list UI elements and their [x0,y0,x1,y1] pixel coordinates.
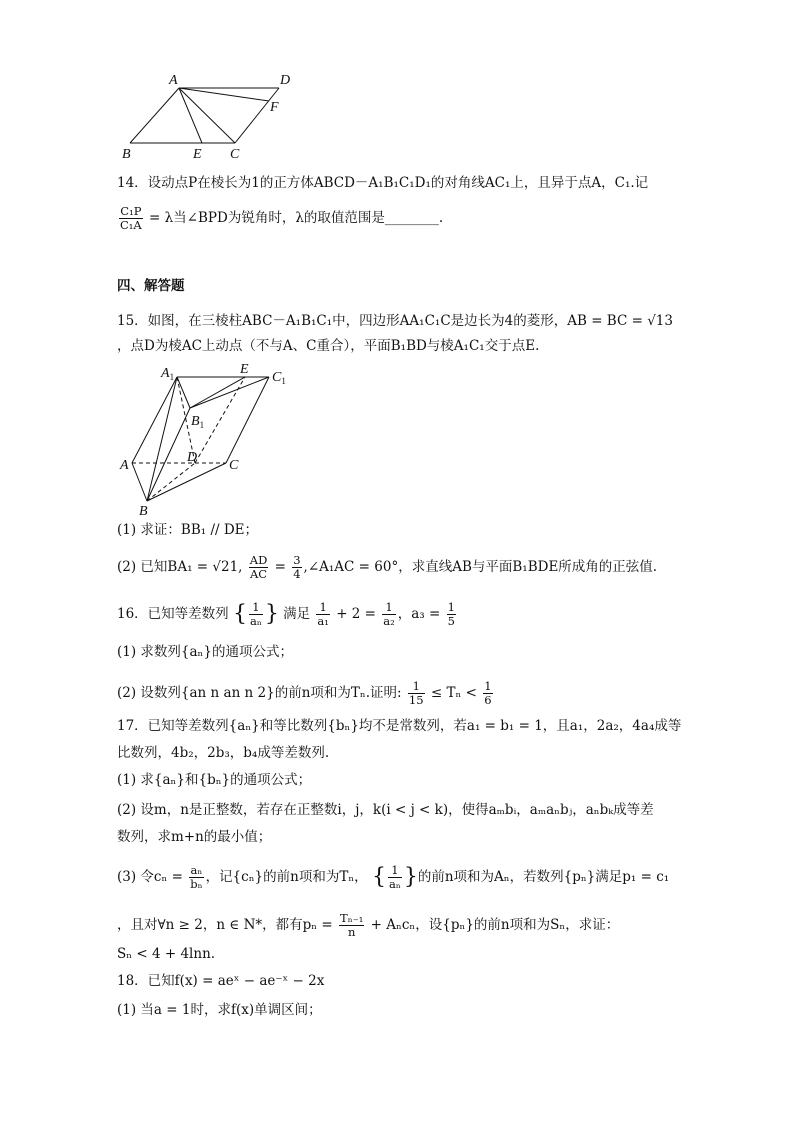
q15-part2-frac-num: AD [249,553,268,567]
q14-line2 [117,205,443,232]
q16-p2-frac2-den: 6 [484,693,492,707]
q13-label-a: A [169,73,178,88]
q17-part2-l2: 数列，求m+n的最小值； [117,829,272,845]
q16-frac3-den: 5 [447,614,455,628]
section-title: 四、解答题 [117,278,185,294]
q16-p2-frac2-num: 1 [484,679,492,693]
q15-label-c: C [229,458,239,473]
q15-label-c1: $C_1$ [272,370,286,386]
q17-p3-frac2-den: n [348,925,356,939]
q15-edge-ab [132,463,147,501]
q15-label-b: B [139,504,148,518]
q15-figure [117,358,297,518]
q16-p2-mid: ≤ Tₙ < [430,685,477,701]
q17-part3 [117,864,669,891]
q15-edge-ba1 [147,377,177,501]
q16-brace-open: { [232,601,247,627]
q16-p2-frac1 [408,680,425,707]
q16-a3: ，a₃ = [397,606,441,622]
q17-part3-l2-a: ，且对∀n ≥ 2，n ∈ N*，都有pₙ = [117,917,333,933]
q17-p3-frac2-num: Tₙ₋₁ [340,911,364,925]
q16-frac3-num: 1 [447,600,455,614]
q15-label-d: D [187,450,198,465]
q16-frac2 [382,601,395,628]
q15-line2: ，点D为棱AC上动点（不与A、C重合），平面B₁BD与棱A₁C₁交于点E. [117,338,540,354]
q16-brace-frac [249,601,263,628]
q13-label-b: B [122,147,131,162]
q16-frac1-num: 1 [316,601,329,615]
q17-part3-l2 [117,912,619,939]
q16-p2-frac2 [483,680,492,707]
q15-part2-frac2-den: 4 [293,567,301,581]
q14-fraction [119,205,143,232]
q17-p3-frac [189,864,203,891]
q15-label-b1: $B_1$ [191,414,205,430]
q13-line-ae [179,88,202,143]
q13-figure [117,68,317,166]
q16-plus2: + 2 = [336,606,376,622]
q15-label-a: A [120,458,129,473]
q15-label-e: E [240,362,249,377]
q16-part1: (1) 求数列{aₙ}的通项公式； [117,644,293,660]
q16-part2-a: (2) 设数列{an n an n 2}的前n项和为Tₙ.证明: [117,685,402,701]
q17-p3-frac-den: bₙ [190,877,203,891]
q13-line-ac [179,88,235,143]
q17-brace-open: { [371,864,386,890]
q16-frac3 [447,601,456,628]
q17-part2-l1: (2) 设m，n是正整数，若存在正整数i，j，k(i < j < k)，使得aₘbᵢ，aₘaₙbⱼ，aₙbₖ成等差 [117,802,654,818]
q15-edge-a1b1 [177,377,190,408]
q15-part2-eq: = [274,559,286,575]
q13-label-d: D [280,73,291,88]
q17-brace-frac [388,864,402,891]
q16-line1 [117,601,458,628]
q17-line1: 17．已知等差数列{aₙ}和等比数列{bₙ}均不是常数列，若a₁ = b₁ = 1，且a₁，2a₂，4a₄成等 [117,718,682,734]
q16-p2-frac1-den: 15 [408,693,424,707]
q17-part3-a: (3) 令cₙ = [117,869,183,885]
q17-part1: (1) 求{aₙ}和{bₙ}的通项公式； [117,772,312,788]
q17-part3-c: 的前n项和为Aₙ，若数列{pₙ}满足p₁ = c₁ [417,869,670,885]
q15-edge-b1c1 [190,377,269,408]
q16-frac2-den: a₂ [383,614,395,628]
q15-part1: (1) 求证：BB₁ // DE； [117,522,259,538]
q15-line1: 15．如图，在三棱柱ABC－A₁B₁C₁中，四边形AA₁C₁C是边长为4的菱形，AB = BC = √13 [117,313,673,329]
q16-brace-close: } [264,601,279,627]
q15-edge-bc [147,463,226,501]
q14-line2-tail: = λ当∠BPD为锐角时，λ的取值范围是________. [149,210,444,226]
q18-line1: 18．已知f(x) = aeˣ − ae⁻ˣ − 2x [117,973,325,989]
q17-brace-close: } [403,864,418,890]
q16-frac1-den: a₁ [317,614,329,628]
q13-label-e: E [193,147,202,162]
q16-brace-num: 1 [249,601,263,615]
q15-part2-b: ,∠A₁AC = 60°，求直线AB与平面B₁BDE所成角的正弦值. [303,559,658,575]
q13-edge-dc [235,88,279,143]
q15-part2-frac-den: AC [249,567,268,581]
q17-brace-num: 1 [388,864,402,878]
q13-edge-ab [130,88,179,143]
q15-part2-frac [249,554,269,581]
q18-part1: (1) 当a = 1时，求f(x)单调区间； [117,1002,322,1018]
q17-p3-frac2 [339,912,364,939]
q15-part2-frac2-num: 3 [293,553,301,567]
q14-line1: 14．设动点P在棱长为1的正方体ABCD－A₁B₁C₁D₁的对角线AC₁上，且异于点A，C₁.记 [117,175,649,191]
q16-frac2-num: 1 [382,601,395,615]
q15-label-a1: $A_1$ [161,366,175,382]
q15-part2 [117,554,657,581]
q15-part2-frac2 [292,554,301,581]
q16-brace-den: aₙ [249,614,262,628]
q17-part3-l3: Sₙ < 4 + 4lnn. [117,946,216,962]
q15-edge-b1e [190,377,245,408]
q13-label-c: C [230,147,240,162]
q17-brace-den: aₙ [388,877,401,891]
q13-line-af [179,88,269,101]
q16-frac1 [316,601,329,628]
q14-frac-den: C₁A [120,218,142,232]
q15-dash-bd [147,463,195,501]
q15-edge-c1c [226,377,269,463]
q16-p2-frac1-num: 1 [408,680,425,694]
q16-line1-a: 16．已知等差数列 [117,606,229,622]
q17-part3-b: ，记{cₙ}的前n项和为Tₙ， [205,869,368,885]
q15-part2-a: (2) 已知BA₁ = √21, [117,559,243,575]
q13-label-f: F [270,100,279,115]
q17-part3-l2-b: + Aₙcₙ，设{pₙ}的前n项和为Sₙ，求证： [370,917,620,933]
q16-part2 [117,680,495,707]
q16-line1-b: 满足 [283,606,311,622]
q14-frac-num: C₁P [120,204,142,218]
q17-p3-frac-num: aₙ [190,863,203,877]
q17-line2: 比数列，4b₂，2b₃，b₄成等差数列. [117,745,330,761]
